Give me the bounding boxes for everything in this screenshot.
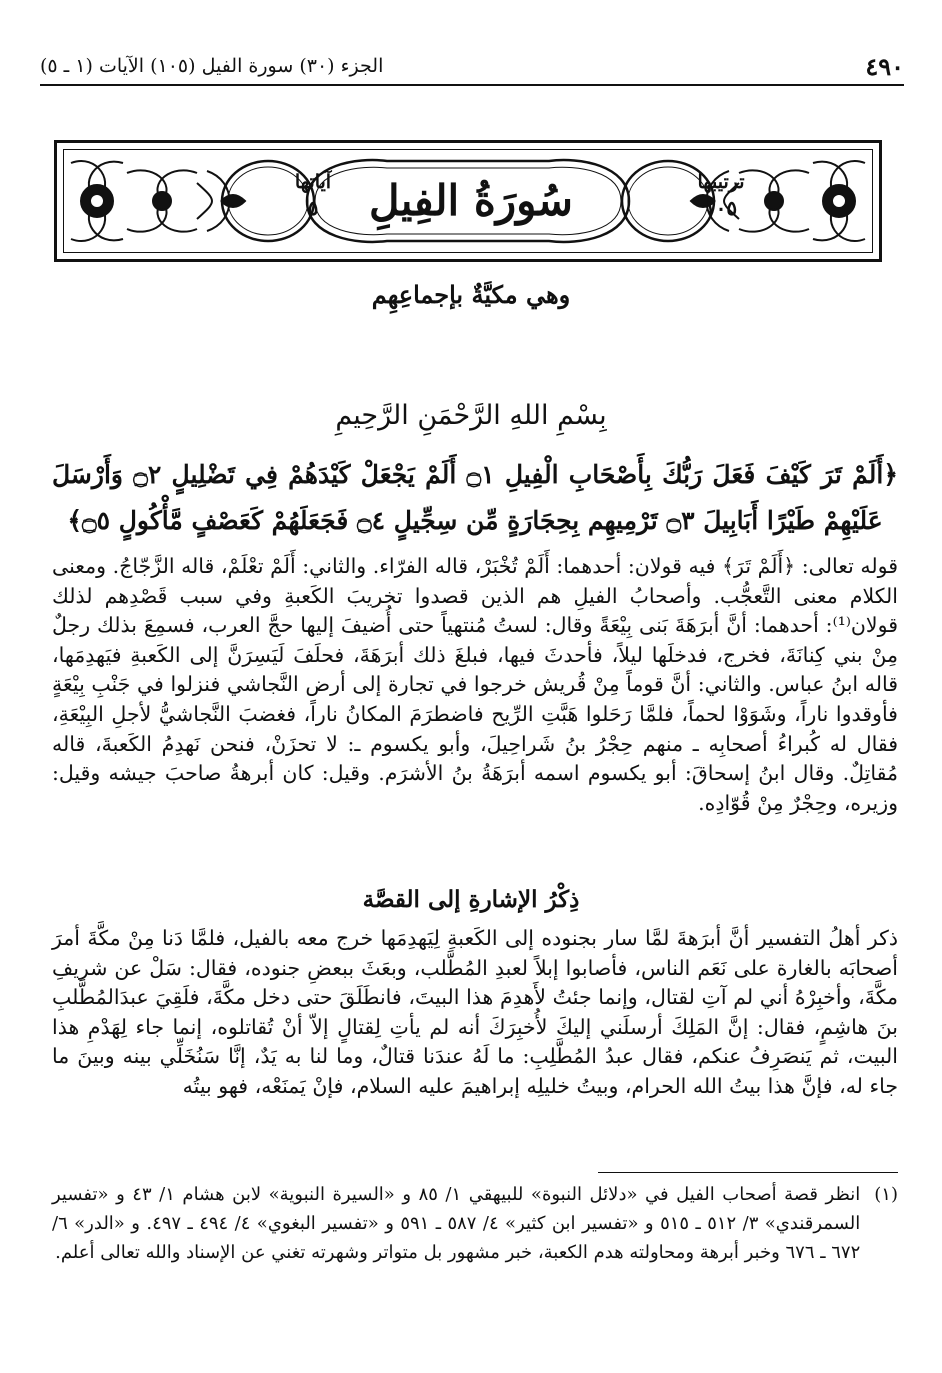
quran-verses: ﴿أَلَمْ تَرَ كَيْفَ فَعَلَ رَبُّكَ بِأَصْحَابِ الْفِيلِ ۝١ أَلَمْ يَجْعَلْ كَيْدَهُمْ فِي تَضْلِيلٍ ۝٢ وَأَرْسَلَ عَلَيْهِمْ طَيْرًا أَبَابِيلَ ۝٣ تَرْمِيهِم بِحِجَارَةٍ مِّن سِجِّيلٍ ۝٤ فَجَعَلَهُمْ كَعَصْفٍ مَّأْكُولٍ ۝٥﴾ [52,460,898,535]
footnote [52,1180,898,1267]
verse-count-value: ٥ [307,196,319,220]
surah-title: سُورَةُ الفِيلِ [369,176,573,225]
basmala: بِسْمِ اللهِ الرَّحْمَنِ الرَّحِيمِ [335,400,607,431]
section-heading: ذِكْرُ الإشارةِ إلى القصَّة [362,886,580,913]
page-number: ٤٩٠ [865,51,904,81]
running-header [40,48,904,86]
verse-count-label: آياتها [294,171,332,193]
footnote-marker: (١) [874,1184,898,1205]
order-medallion [673,169,769,221]
order-label: ترتيبها [697,171,745,193]
commentary-paragraph-2: ذكر أهلُ التفسير أنَّ أبرَهةَ لمَّا سار بجنوده إلى الكَعبةِ لِيَهدِمَها خرج معه بالفيل، فلمَّا دَنا مِنْ مكَّةَ أمرَ أصحابَه بالغارة على نَعَم الناس، فأصابوا إبلاً لعبدِ المُطَّلب، وبعَثَ ببعضِ جنوده، فقال: سَلْ عن شريفِ مكَّةَ، وأخبِرْهُ أني لم آتِ لقتال، وإنما جئتُ لأَهدِمَ هذا البيتَ، فانطَلَقَ حتى دخل مكَّةَ، فلَقِيَ عبدَالمُطَّلبِ بنَ هاشِمٍ، فقال: إنَّ المَلِكَ أرسلَني إليكَ لأُخبِرَكَ أنه لم يأتِ لِقتالٍ إلاّ أنْ تُقاتلوه، إنما جاء لِهَدْمِ هذا البيت، ثم يَنصَرِفُ عنكم، فقال عبدُ المُطَّلِبِ: ما لَهُ عندَنا قتالٌ، وما لنا به يَدٌ، إنَّا سَنُخَلِّي بينه وبينَ ما جاء له، فإنَّ هذا بيتُ الله الحرام، وبيتُ خليلِه إبراهيمَ عليه السلام، فإنْ يَمنَعْه، فهو بيتُه [52,926,898,1098]
footnote-divider [598,1172,898,1173]
commentary-paragraph-1: قوله تعالى: ﴿أَلَمْ تَرَ﴾ فيه قولان: أحدهما: أَلَمْ تُخْبَرْ، قاله الفرّاء. والثاني: أَلَمْ تعْلَمْ، قاله الزَّجّاجُ. ومعنى الكلام معنى التَّعجُّب. وأصحابُ الفيلِ هم الذين قصدوا تخريبَ الكَعبةِ وفي سبب قَصْدِهم لذلك قولان⁽¹⁾: أحدهما: أنَّ أبرَهَةَ بَنى بِيْعَةً وقال: لستُ مُنتهياً حتى أُضيفَ إليها حجَّ العرب، فسمِعَ بذلك رجلٌ مِنْ بني كِنانَةَ، فخرج، فدخلَها ليلاً، فأحدثَ فيها، فبلغَ ذلك أبرَهَةَ، فحلَفَ لَيَسِرَنَّ إلى الكَعبةِ فيَهدِمَها، قاله ابنُ عباس. والثاني: أنَّ قوماً مِنْ قُريش خرجوا في تجارة إلى أرض النَّجاشي فنزلوا في جَنْبِ بِيْعَةٍ فأوقدوا ناراً، وشَوَوْا لحماً، فلمَّا رَحَلوا هَبَّتِ الرِّيح فاضطرَمَ المكانُ ناراً، فغضبَ النَّجاشيُّ لأجلِ البِيْعَةِ، فقال له كُبراءُ أصحابِه ـ منهم حِجْرُ بنُ شَراحِيلَ، وأبو يكسوم ـ: لا تحزَنْ، فنحن نَهدِمُ الكَعبةَ، قاله مُقاتِلٌ. وقال ابنُ إسحاقَ: أبو يكسوم اسمه أبرَهَةُ بنُ الأشرَم. وقيل: كان أبرهةُ صاحبَ جيشه وقيل: وزيره، وحِجْرٌ مِنْ قُوّادِه. [52,554,898,815]
surah-subtitle: وهي مكيَّةٌ بإجماعِهِم [371,280,571,309]
surah-banner [54,140,882,262]
verse-count-medallion [265,169,361,221]
footnote-text: انظر قصة أصحاب الفيل في «دلائل النبوة» للبيهقي ١/ ٨٥ و «السيرة النبوية» لابن هشام ١/ ٤٣ و «تفسير السمرقندي» ٣/ ٥١٢ ـ ٥١٥ و «تفسير ابن كثير» ٤/ ٥٨٧ ـ ٥٩١ و «تفسير البغوي» ٤/ ٤٩٤ ـ ٤٩٧. و «الدر» ٦/ ٦٧٢ ـ ٦٧٦ وخبر أبرهة ومحاولته هدم الكعبة، خبر مشهور بل متواتر وشهرته تغني عن الإسناد والله تعالى أعلم. [52,1184,861,1263]
running-title: الجزء (٣٠) سورة الفيل (١٠٥) الآيات (١ ـ ٥) [40,55,384,77]
order-value: ١٠٥ [704,196,738,220]
